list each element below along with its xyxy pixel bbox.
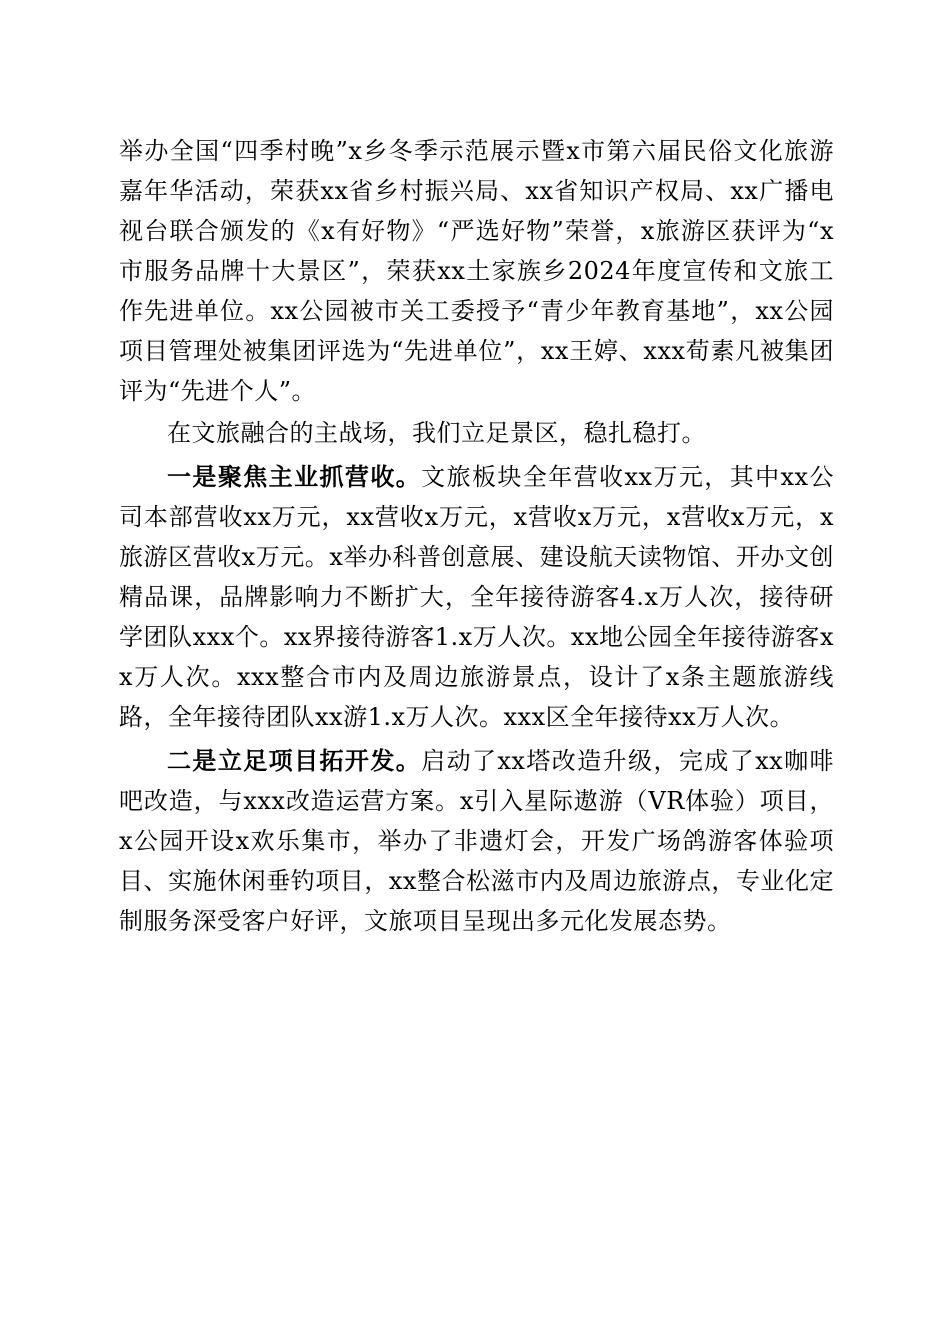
document-body: [119, 131, 834, 941]
paragraph-projects-text: 启动了xx塔改造升级，完成了xx咖啡吧改造，与xxx改造运营方案。x引入星际遨游（VR体验）项目，x公园开设x欢乐集市，举办了非遗灯会，开发广场鸽游客体验项目、实施休闲垂钓项目，xx整合松滋市内及周边旅游点，专业化定制服务深受客户好评，文旅项目呈现出多元化发展态势。: [119, 747, 835, 935]
paragraph-awards: [119, 131, 834, 411]
paragraph-revenue: [119, 457, 834, 737]
paragraph-revenue-text: 文旅板块全年营收xx万元，其中xx公司本部营收xx万元，xx营收x万元，x营收x万元，x营收x万元，x旅游区营收x万元。x举办科普创意展、建设航天读物馆、开办文创精品课，品牌影响力不断扩大，全年接待游客4.x万人次，接待研学团队xxx个。xx界接待游客1.x万人次。xx地公园全年接待游客xx万人次。xxx整合市内及周边旅游景点，设计了x条主题旅游线路，全年接待团队xx游1.x万人次。xxx区全年接待xx万人次。: [119, 463, 835, 731]
paragraph-intro: [119, 413, 834, 453]
paragraph-revenue-heading: 一是聚焦主业抓营收。: [167, 462, 422, 491]
paragraph-awards-text: 举办全国“四季村晚”x乡冬季示范展示暨x市第六届民俗文化旅游嘉年华活动，荣获xx省乡村振兴局、xx省知识产权局、xx广播电视台联合颁发的《x有好物》“严选好物”荣誉，x旅游区获评为“x市服务品牌十大景区”，荣获xx土家族乡2024年度宣传和文旅工作先进单位。xx公园被市关工委授予“青少年教育基地”，xx公园项目管理处被集团评选为“先进单位”，xx王婷、xxx荀素凡被集团评为“先进个人”。: [119, 137, 834, 405]
paragraph-projects: [119, 741, 834, 941]
paragraph-intro-text: 在文旅融合的主战场，我们立足景区，稳扎稳打。: [167, 419, 706, 447]
paragraph-projects-heading: 二是立足项目拓开发。: [167, 746, 422, 775]
